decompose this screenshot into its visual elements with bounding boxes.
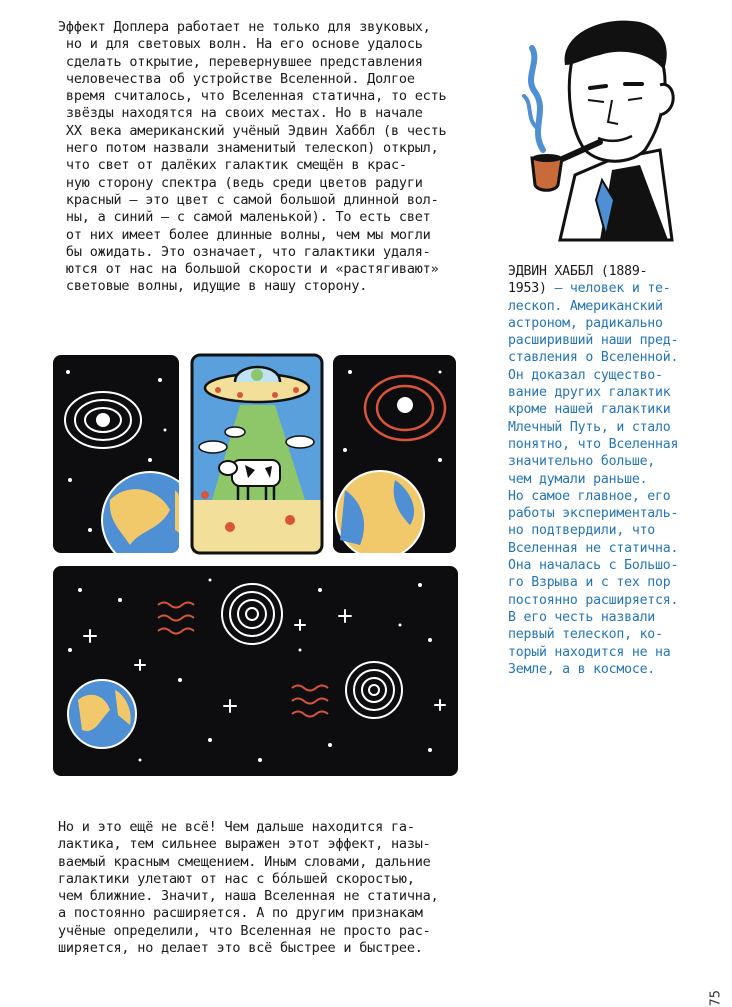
hubble-sidebar [508, 263, 678, 678]
hubble-portrait-illustration [524, 21, 673, 240]
page-number: 75 [709, 990, 724, 1007]
closing-paragraph: Но и это ещё не всё! Чем дальше находится га- лактика, тем сильнее выражен этот эффект, назы- ваемый красным смещением. Иным словами, дальние галактики улетают от нас с бóльшей скоростью, чем ближние. Значит, наша Вселенная не статична, а постоянно расширяется. А по другим признакам учёные определили, что Вселенная не просто рас- ширяется, но делает это всё быстрее и быстрее. [58, 819, 439, 957]
sidebar-body: — человек и те- лескоп. Американский астроном, радикально расширивший наши пред- ставления о Вселенной. Он доказал существо- вание других галактик кроме нашей галактики Млечный Путь, и стало понятно, что Вселенная значительно больше, чем думали раньше. Но самое главное, его работы эксперименталь- но подтвердили, что Вселенная не статична. Она началась с Большо- го Взрыва и с тех пор постоянно расширяется. В его честь назвали первый телескоп, ко- торый находится не на Земле, а в космосе. [508, 281, 679, 677]
red-galaxy-earth-panel [333, 355, 456, 559]
starfield-galaxies-panel [53, 566, 458, 776]
intro-paragraph: Эффект Доплера работает не только для звуковых, но и для световых волн. На его основе удалось сделать открытие, перевернувшее представления человечества об устройстве Вселенной. Долгое время считалось, что Вселенная статична, то есть звёзды находятся на своих местах. Но в начале XX века американский учёный Эдвин Хаббл (в честь него потом назвали знаменитый телескоп) открыл, что свет от далёких галактик смещён в крас- ную сторону спектра (ведь среди цветов радуги красный — это цвет с самой большой длинной вол- ны, а синий — с самой маленькой). То есть свет от них имеет более длинные волны, чем мы могли бы ожидать. Это означает, что галактики удаля- ются от нас на большой скорости и «растягивают» световые волны, идущие в нашу сторону. [58, 19, 447, 295]
ufo-cow-panel [192, 355, 322, 553]
spiral-galaxy-earth-panel [53, 355, 198, 568]
sidebar-heading: ЭДВИН ХАББЛ (1889- 1953) [508, 264, 648, 297]
